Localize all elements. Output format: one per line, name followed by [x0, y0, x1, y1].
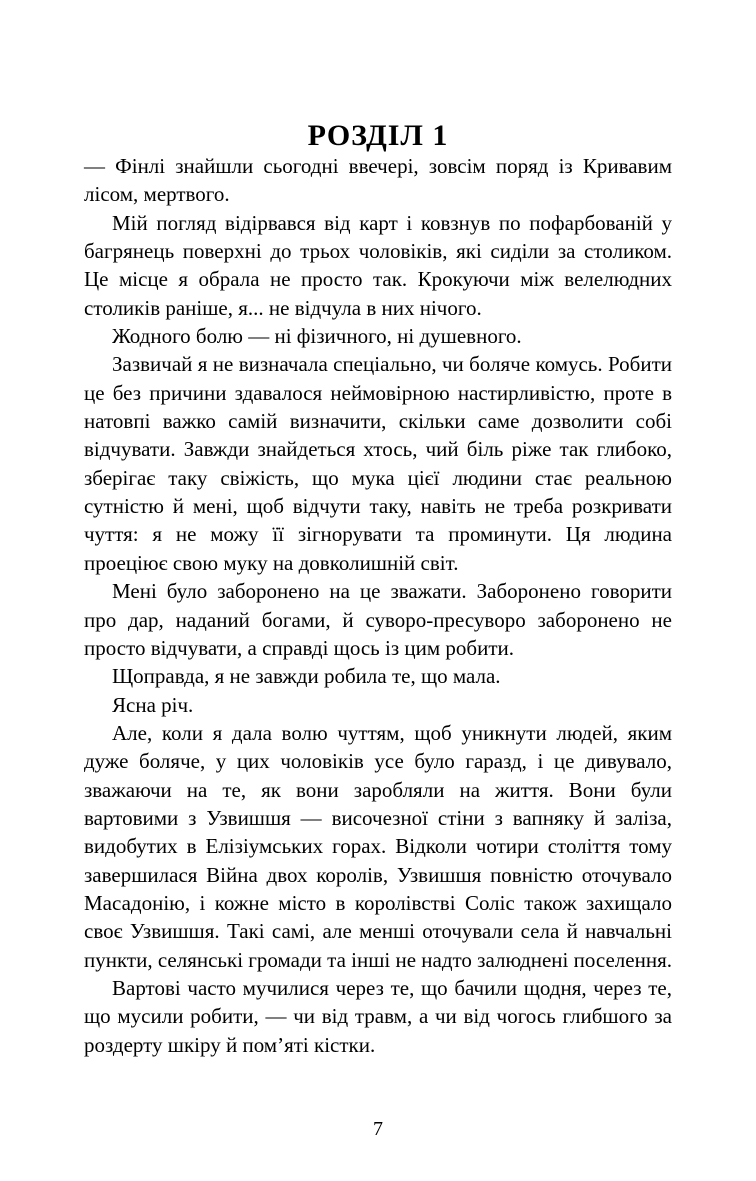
- chapter-title: РОЗДІЛ 1: [307, 119, 449, 153]
- body-paragraph: Але, коли я дала волю чуттям, щоб уникнути людей, яким дуже боляче, у цих чоловіків усе було гаразд, і це дивувало, зважаючи на те, як вони заробляли на життя. Вони були вартовими з Узвишшя — височезної стіни з вапняку й заліза, видобутих в Елізіумських горах. Відколи чотири століття тому завершилася Війна двох королів, Узвишшя повністю оточувало Масадонію, і кожне місто в королівстві Соліс також захищало своє Узвишшя. Такі самі, але менші оточували села й навчальні пункти, селянські громади та інші не надто залюднені поселення.: [84, 720, 672, 972]
- body-paragraph: Щоправда, я не завжди робила те, що мала.: [112, 664, 501, 689]
- body-paragraph: Мені було заборонено на це зважати. Заборонено говорити про дар, наданий богами, й суворо-пресуворо заборонено не просто відчувати, а справді щось із цим робити.: [84, 579, 672, 660]
- page-number: 7: [373, 1118, 383, 1140]
- body-paragraph: — Фінлі знайшли сьогодні ввечері, зовсім поряд із Кривавим лісом, мертвого.: [84, 154, 672, 207]
- body-paragraph: Мій погляд відірвався від карт і ковзнув по пофарбованій у багрянець поверхні до трьох чоловіків, які сиділи за столиком. Це місце я обрала не просто так. Крокуючи між велелюдних столиків раніше, я... не відчула в них нічого.: [84, 210, 672, 320]
- body-paragraph: Зазвичай я не визначала спеціально, чи боляче комусь. Робити це без причини здавалося неймовірною настирливістю, проте в натовпі важко самій визначити, скільки саме дозволити собі відчувати. Завжди знайдеться хтось, чий біль ріже так глибоко, зберігає таку свіжість, що мука цієї людини стає реальною сутністю й мені, щоб відчути таку, навіть не треба розкривати чуття: я не можу її зігнорувати та проминути. Ця людина проеціює свою муку на довколишній світ.: [84, 352, 672, 575]
- body-paragraph: Жодного болю — ні фізичного, ні душевного.: [112, 324, 522, 349]
- body-paragraph: Вартові часто мучилися через те, що бачили щодня, через те, що мусили робити, — чи від травм, а чи від чогось глибшого за роздерту шкіру й пом’яті кістки.: [84, 975, 672, 1057]
- body-paragraph: Ясна річ.: [112, 692, 194, 717]
- chapter-body: [84, 152, 672, 1059]
